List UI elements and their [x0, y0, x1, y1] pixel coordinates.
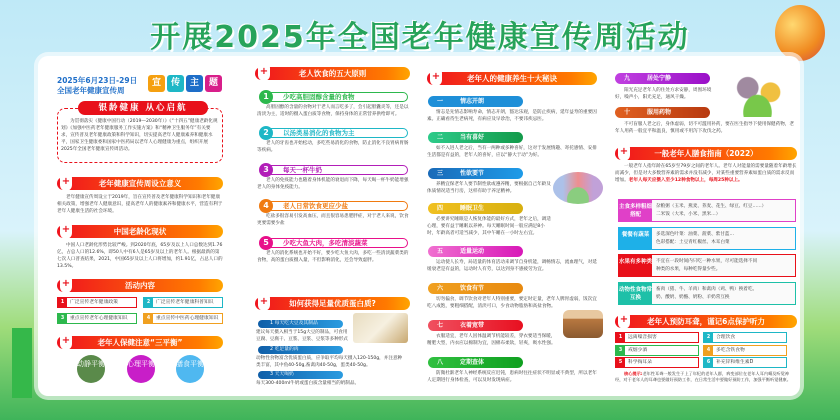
item-text: 广泛宣传老年健康科普知识: [156, 300, 214, 305]
section-title: 一般老年人膳食指南（2022）: [654, 149, 758, 158]
note-label: 核心提示:: [624, 371, 643, 376]
diet-guide-detail: [656, 258, 757, 274]
event-week: 全国老年健康宣传周: [57, 86, 125, 95]
secret-number: 九: [623, 75, 630, 82]
number-badge: 5: [259, 236, 273, 250]
theme-char: 传: [167, 75, 184, 92]
diet-guide-row: [618, 227, 796, 250]
item-number: 3: [616, 346, 625, 355]
diet-guide-category: 水果有多种类: [619, 255, 652, 276]
principle-text: 老人的牙齿也开始松动，多吃些易消化的食物，防止消化不良胃病胃肠等疾病。: [257, 141, 409, 153]
protein-tip-label: [258, 346, 343, 354]
secret-title-text: 情志开朗: [460, 98, 485, 105]
section-header: [57, 177, 223, 190]
principle-title: [262, 238, 408, 248]
section-header: [427, 72, 597, 85]
section-title: 老年人的健康养生十大秘诀: [467, 74, 557, 83]
detail-line: 二米饭（大米、小米、黑米…）: [656, 212, 721, 217]
principle-text: 老人的免疫能力也随着身体机能的衰退而下降，每天喝一杯牛奶能增强老人的身体免疫能力。: [257, 178, 409, 190]
shield-icon: +: [258, 295, 270, 311]
section-title: 活动内容: [125, 281, 155, 290]
secret-text: 如不入进人老之后，当有一两种或多种喜好，这对于发展情趣、寄托感情、安排生活都是有益的，老年人的喜好，应以“静大于动”为好。: [427, 146, 597, 158]
item-number: 3: [270, 372, 274, 377]
hearing-tip: [615, 332, 699, 343]
principle-text: 吃盐多很容易引发高血压，而且很容易患肥胖症，对于老人来说，饮食更要需要少盐: [257, 214, 409, 226]
grandparent-child-illustration: [725, 72, 790, 117]
building-decoration: [12, 328, 32, 398]
protein-tip-text: 动物性食物富含优质蛋白质，应争取平均每天摄入120-150g，并注意种类丰富，其中鱼40-50g,畜禽肉40-50g，蛋类40-50g。: [256, 356, 403, 368]
item-text: 多吃含铁食物: [716, 347, 745, 353]
diet-guide-detail: [656, 231, 734, 247]
theme-badges: [148, 75, 222, 92]
shield-icon: +: [618, 313, 630, 329]
activity-item: [57, 297, 137, 308]
item-number: 3: [58, 314, 67, 323]
number-badge: 4: [259, 199, 273, 213]
diet-guide-category: 主食多样粗细搭配: [619, 200, 652, 221]
item-title: 天天喝奶: [274, 372, 294, 377]
diet-guide-row: [618, 282, 796, 305]
hearing-tip: [615, 345, 699, 356]
principle-title-text: 少吃高胆固醇含量的食物: [283, 93, 355, 101]
hearing-tip: [703, 345, 787, 356]
principle-title-text: 以汤类易消化的食物为主: [283, 129, 355, 137]
section-text: 老年健康宣传周设立于2019年，旨在宣传普及老年健康科学知识和老年健康相关政策，增强老年人健康意识，提高老年人的健康素养和健康水平，营造有利于老年人健康生活的社会环境。: [57, 195, 223, 214]
section-title: 老年人预防耳聋，谨记6点保护听力: [647, 317, 765, 326]
item-number: 4: [144, 314, 153, 323]
secret-title-text: 居处宁静: [647, 75, 672, 82]
secret-title: [428, 203, 523, 214]
detail-line: 奶、酸奶、奶酪、奶粉、羊奶常互换: [656, 295, 730, 300]
secret-title: [428, 283, 523, 294]
secret-number: 五: [436, 248, 443, 255]
principle-title-text: 少吃大鱼大肉，多吃清淡蔬菜: [283, 239, 368, 247]
protein-tip-label: [258, 371, 343, 379]
page-title: 开展2025年全国老年健康宣传周活动: [150, 20, 690, 55]
secret-title: [428, 246, 523, 257]
item-title: 每天吃大豆及其制品: [274, 321, 318, 326]
slogan: 银龄健康 从心启航: [78, 101, 208, 115]
principle-title: [262, 128, 408, 138]
item-text: 重点宣传老年心理健康知识: [70, 316, 128, 321]
section-header: [615, 315, 797, 328]
secret-number: 六: [436, 285, 443, 292]
number-badge: 3: [259, 163, 273, 177]
principle-title: [262, 92, 408, 102]
detail-line: 畜肉（猪、牛、羊肉）和禽肉（鸡、鸭）换着吃。: [656, 287, 758, 292]
item-number: 2: [704, 333, 713, 342]
theme-char: 宣: [148, 75, 165, 92]
activity-item: [143, 297, 223, 308]
number-badge: 2: [259, 126, 273, 140]
note-text: 老年性耳聋一般发生于上了年纪的老年人群，病变部位在老年人耳内蜗及听觉神经，对于老年人的耳聋也要做好预防工作，在日常生活中要做好预防工作，加强平衡听觉健康。: [615, 371, 791, 382]
guide-text: [615, 163, 797, 184]
secret-title-text: 睡眠卫生: [460, 205, 485, 212]
guide-body: 一般老年人指年龄在65岁至79岁之间的老年人。老年人对能量的需要量随着年龄增长而减少，但是对大多数营养素的需求并没有减少，对某些重要营养素如蛋白质的需求反而增加。: [615, 164, 797, 183]
protein-tip-text: 每天300-400ml牛奶或蛋白质含量相当的奶制品。: [256, 381, 360, 386]
secret-text: 运动使人长寿，局适量的体育活动来调节自身机能，调畅情志，流血理气，对延缓衰老是有益的，运动时人有劳，以达到身不感疲劳为宜。: [427, 260, 597, 272]
secret-title-text: 衣着宽带: [460, 322, 485, 329]
theme-char: 主: [186, 75, 203, 92]
secret-title: [428, 320, 523, 331]
secret-title: [615, 73, 710, 84]
item-text: 戒烟少酒: [628, 347, 648, 353]
shield-icon: +: [258, 65, 270, 81]
section-text: 中国人口老龄化形势比较严峻。到2020年底，65岁及以上人口总数达到1.76亿，占总人口的12.6%，即50人中有6人是65岁及以上的老年人。根据最新的第七次人口普查结果，2021，中国65岁及以上人口将增加，约1.91亿，占总人口的13.5%。: [57, 243, 223, 269]
item-text: 重点宣传中医药心理健康知识: [156, 316, 219, 321]
detail-line: 色彩搭配：土豆青红椒丝、木耳白菜: [656, 240, 730, 245]
balance-circle: 心理平衡: [127, 355, 155, 383]
secret-title: [428, 357, 523, 368]
principle-title-text: 每天一杯牛奶: [283, 166, 322, 174]
hearing-tip: [703, 332, 787, 343]
section-title: 如何获得足量优质蛋白质?: [289, 299, 376, 308]
shield-icon: +: [60, 334, 72, 350]
section-header: [57, 225, 223, 238]
principle-title: [262, 201, 408, 211]
section-title: 老人饮食的五大原则: [298, 69, 367, 78]
item-number: 1: [270, 321, 274, 326]
section-header: [615, 147, 797, 160]
item-number: 1: [58, 298, 67, 307]
diet-guide-row: [618, 199, 796, 222]
item-text: 远离噪音损害: [628, 335, 657, 340]
diet-guide-category: 餐餐有蔬菜: [619, 228, 652, 249]
secret-number: 十: [623, 109, 630, 116]
item-text: 补充锌和维生素D: [716, 360, 754, 365]
guide-highlight: 老年人每天应摄入至少12种食物以上，每周25种以上。: [628, 178, 743, 183]
section-header: [57, 279, 223, 292]
secret-number: 一: [436, 98, 443, 105]
number-badge: 1: [259, 90, 273, 104]
balance-circle: 膳食平衡: [176, 355, 204, 383]
shield-icon: +: [60, 223, 72, 239]
secret-title-text: 当有喜好: [460, 134, 485, 141]
food-image: [353, 313, 408, 343]
secret-title-text: 性欲要节: [460, 170, 485, 177]
principle-text: 老人的消化系统也开始不好，要少吃大鱼大肉，多吃一些清淡蔬菜类的食物，高的蛋白质摄入量，不但影响消化，还会导致虚胖。: [257, 251, 409, 263]
diet-guide-detail: [656, 203, 766, 219]
activity-item: [57, 313, 137, 324]
secret-text: 情志是先情志影响寿命，情志开朗，豁达乐观，是防止疾病，延年益寿的重要因素。正确看待生老病死，有病应及早诊治，不要讳疾忌医。: [427, 110, 597, 122]
detail-line: 杂粮粥（玉米、燕麦、荞麦、花生、绿豆、红豆……）: [656, 204, 767, 209]
hearing-tip: [615, 357, 699, 368]
secret-title: [428, 96, 523, 107]
section-header: [255, 297, 410, 310]
section-header: [255, 67, 410, 80]
theme-char: 题: [205, 75, 222, 92]
secret-number: 七: [436, 322, 443, 329]
dancing-elders-illustration: [553, 172, 603, 204]
section-header: [57, 336, 223, 349]
secret-text: 防微杜渐老年人神经系统反应迟钝，患病时往往症状不明显或不典型，所以老年人定期进行身体检查，可以及时发现病症。: [427, 371, 597, 383]
secret-title-text: 定期查体: [460, 359, 485, 366]
diet-guide-row: [618, 254, 796, 277]
secret-number: 二: [436, 134, 443, 141]
secret-title-text: 服用药物: [647, 109, 672, 116]
diet-guide-category: 动物性食物常互换: [619, 283, 652, 304]
shield-icon: +: [60, 277, 72, 293]
secret-text: 养精宜保老年人要节制性欲或遵养精，要根据自己年龄及体质情况适当行房，这样有助于养足精神。: [427, 182, 551, 194]
secret-number: 三: [436, 170, 443, 177]
item-number: 4: [704, 346, 713, 355]
item-text: 合理饮食: [716, 335, 736, 340]
event-date: 2025年6月23日-29日: [57, 76, 138, 85]
section-title: 老年健康宣传周设立意义: [98, 179, 182, 188]
item-number: 6: [704, 358, 713, 367]
secret-number: 八: [436, 359, 443, 366]
secret-title: [428, 168, 523, 179]
detail-line: 多选深色叶菜：油菜、菠菜、紫甘蓝…: [656, 232, 735, 237]
item-number: 2: [144, 298, 153, 307]
protein-tip-text: 建议每天摄入相当于15g大豆的制品，可食用豆腐、豆腐干、豆浆、豆浆、豆浆等多种形式: [256, 330, 348, 342]
shield-icon: +: [60, 175, 72, 191]
protein-tip-label: [258, 320, 343, 328]
hearing-tip: [703, 357, 787, 368]
item-text: 科学掏耳朵: [628, 360, 652, 365]
section-title: 中国老龄化现状: [113, 227, 167, 236]
secret-text: 必要讲究睡眠是人恢复体能的最好方式，老年之后，调适心理，要有益于睡眠以养神。每天睡眠时间一般应满足8小时，年龄高者可适当减少，其中午睡在一小时左右宜。: [427, 217, 551, 236]
secret-text: 阳光充足老年人的住处方求安静，周围环境好，噪声小，阳光充足，通风干燥。: [615, 88, 712, 100]
item-title: 吃足量的肉: [274, 347, 299, 352]
secret-number: 四: [436, 205, 443, 212]
principle-text: 高胆固醇的含量的食物对于老人而言吃多了，会引起胆囊炎等，还是以清淡为主，适时的摄入蛋白质等食物，保持身体的正常营养供给即可。: [257, 105, 409, 117]
secret-text: 不可盲服人老之后，身体虚弱，切不可滥用补药，要在医生指导下使用保健药物，老年人用药一般宜平和温良，慎用或不用泻下攻伐之药。: [615, 122, 794, 134]
principle-title: [262, 165, 408, 175]
secret-text: 衣服适宜，老年人因体温调节机能较差，穿衣要适当保暖，精肥大型，内衣应以棉制为宜，因棉布柔软，轻爽，吸水性强。: [427, 334, 556, 346]
diet-guide-detail: [656, 286, 757, 302]
hearing-note: [615, 371, 797, 383]
principle-title-text: 老人日常饮食更应少盐: [283, 202, 348, 210]
chess-elders-illustration: [563, 310, 603, 338]
secret-title-text: 适量运动: [460, 248, 485, 255]
shield-icon: +: [430, 70, 442, 86]
detail-line: 种类的水果，每种吃得量少些。: [656, 267, 721, 272]
balance-circle: 动静平衡: [77, 355, 105, 383]
secret-title: [428, 132, 523, 143]
item-number: 1: [616, 333, 625, 342]
intro-text: 为贯彻落实《健康中国行动（2019—2030年）》《“十四五”健康老龄化规划》《加强中医药老年健康服务工作实施方案》和“精神卫生服务年”有关要求，宣传普及老年健康政策和科学知识，切实提高老年人健康素养和健康水平，国家卫生健康委和国家中医药局以老年人心理健康为重点，组织开展2025年全国老年健康宣传周活动。: [61, 119, 218, 152]
detail-line: 不宜在一段时间内只吃一种水果，尽可能选择不同: [656, 259, 758, 264]
secret-title: [615, 107, 710, 118]
activity-item: [143, 313, 223, 324]
item-number: 2: [270, 347, 274, 352]
secret-title-text: 饮食有节: [460, 285, 485, 292]
shield-icon: +: [618, 145, 630, 161]
secret-text: 切勿偏食，调节饮食对老年人特别重要，要定时定量，老年人脾胃虚弱，饭次宜吃八成饱，要粗细搭配，清淡可口，少食动物脂肪和高盐食物。: [427, 297, 597, 309]
section-title: 老年人保健注意“三平衡”: [97, 338, 183, 347]
item-text: 广泛宣传老年健康政策: [70, 300, 118, 305]
item-number: 5: [616, 358, 625, 367]
